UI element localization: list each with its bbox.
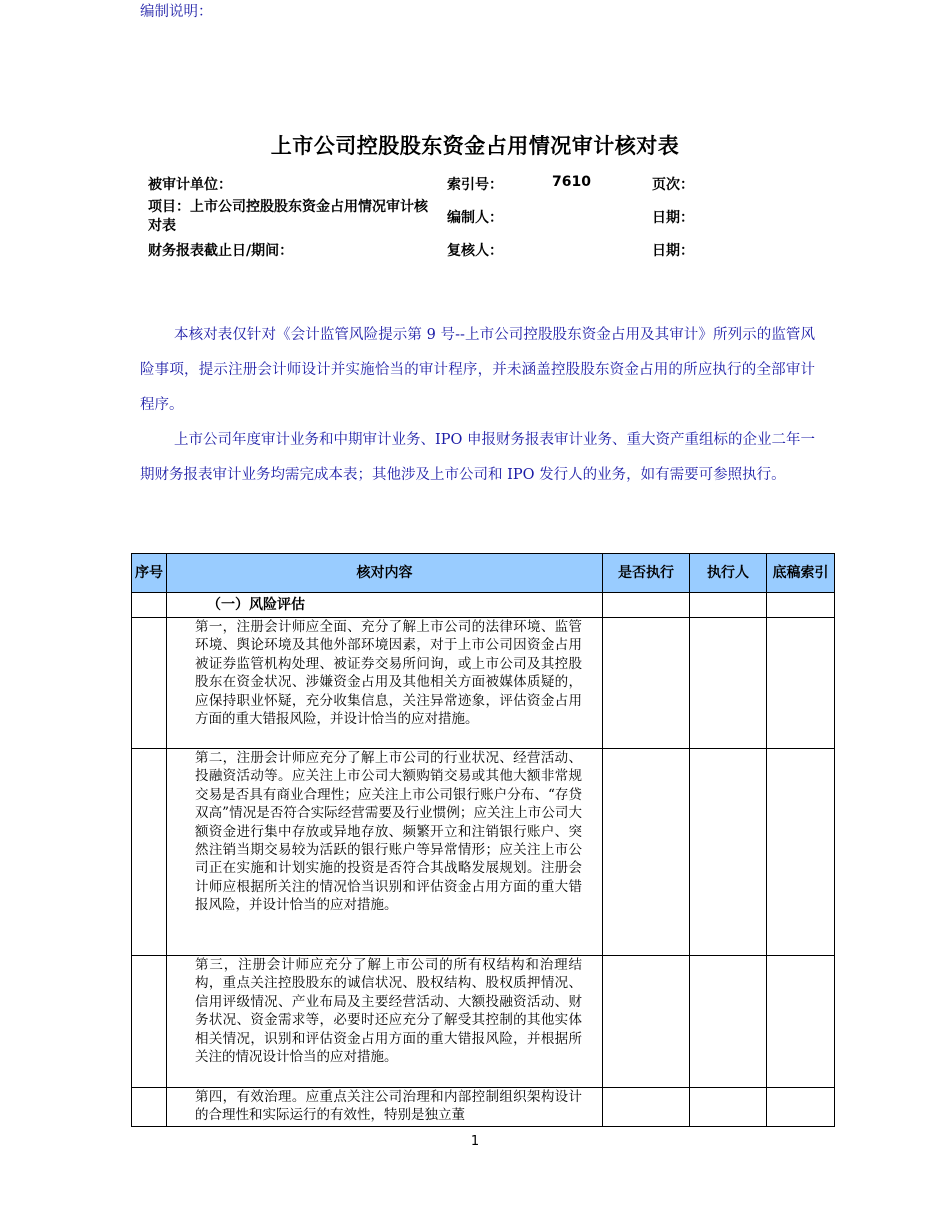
executor-cell[interactable] xyxy=(690,1088,767,1127)
notes-label: 编制说明： xyxy=(140,4,213,20)
reviewer-label: 复核人： xyxy=(447,243,503,259)
seq-cell xyxy=(132,956,167,1088)
executed-cell[interactable] xyxy=(603,956,690,1088)
table-row xyxy=(132,1088,835,1127)
notes-paragraph-2: 上市公司年度审计业务和中期审计业务、IPO 申报财务报表审计业务、重大资产重组标的企业二年一期财务报表审计业务均需完成本表；其他涉及上市公司和 IPO 发行人的业务，如有需要可参照执行。 xyxy=(140,432,815,483)
notes-paragraph-1: 本核对表仅针对《会计监管风险提示第 9 号--上市公司控股股东资金占用及其审计》所列示的监管风险事项，提示注册会计师设计并实施恰当的审计程序，并未涵盖控股股东资金占用的所应执行的全部审计程序。 xyxy=(140,327,815,413)
index-cell[interactable] xyxy=(767,749,835,956)
index-cell[interactable] xyxy=(767,956,835,1088)
index-cell[interactable] xyxy=(767,618,835,749)
page-number: 1 xyxy=(470,1134,480,1149)
preparer-label: 编制人： xyxy=(447,210,503,226)
table-row xyxy=(132,618,835,749)
executor-cell[interactable] xyxy=(690,593,767,618)
page-label: 页次： xyxy=(652,177,694,193)
seq-cell xyxy=(132,618,167,749)
document-title: 上市公司控股股东资金占用情况审计核对表 xyxy=(270,134,680,158)
col-header-content: 核对内容 xyxy=(167,554,603,593)
col-header-executor: 执行人 xyxy=(690,554,767,593)
section-title: （一）风险评估 xyxy=(167,593,603,618)
checklist-table xyxy=(131,553,835,1127)
index-label: 索引号： xyxy=(447,177,503,193)
check-item-text-clip: 第四，有效治理。应重点关注公司治理和内部控制组织架构设计的合理性和实际运行的有效性，特别是独立董 xyxy=(195,1089,582,1124)
seq-cell xyxy=(132,749,167,956)
col-header-index: 底稿索引 xyxy=(767,554,835,593)
check-item-text: 第二，注册会计师应充分了解上市公司的行业状况、经营活动、投融资活动等。应关注上市公司大额购销交易或其他大额非常规交易是否具有商业合理性；应关注上市公司银行账户分布、“存贷双高”情况是否符合实际经营需要及行业惯例；应关注上市公司大额资金进行集中存放或异地存放、频繁开立和注销银行账户、突然注销当期交易较为活跃的银行账户等异常情形；应关注上市公司正在实施和计划实施的投资是否符合其战略发展规划。注册会计师应根据所关注的情况恰当识别和评估资金占用方面的重大错报风险，并设计恰当的应对措施。 xyxy=(167,749,603,956)
check-item-text: 第三，注册会计师应充分了解上市公司的所有权结构和治理结构，重点关注控股股东的诚信状况、股权结构、股权质押情况、信用评级情况、产业布局及主要经营活动、大额投融资活动、财务状况、资金需求等，必要时还应充分了解受其控制的其他实体相关情况，识别和评估资金占用方面的重大错报风险，并根据所关注的情况设计恰当的应对措施。 xyxy=(167,956,603,1088)
table-header-row xyxy=(132,554,835,593)
index-cell[interactable] xyxy=(767,593,835,618)
project-label: 项目：上市公司控股股东资金占用情况审计核对表 xyxy=(148,199,428,234)
audited-unit-label: 被审计单位： xyxy=(148,177,232,193)
seq-cell xyxy=(132,1088,167,1127)
period-label: 财务报表截止日/期间： xyxy=(148,243,294,259)
date-label-reviewer: 日期： xyxy=(652,243,694,259)
executed-cell[interactable] xyxy=(603,618,690,749)
date-label-preparer: 日期： xyxy=(652,210,694,226)
index-value: 7610 xyxy=(552,174,591,190)
executed-cell[interactable] xyxy=(603,749,690,956)
executor-cell[interactable] xyxy=(690,749,767,956)
executed-cell[interactable] xyxy=(603,593,690,618)
col-header-executed: 是否执行 xyxy=(603,554,690,593)
check-item-text: 第一，注册会计师应全面、充分了解上市公司的法律环境、监管环境、舆论环境及其他外部环境因素，对于上市公司因资金占用被证券监管机构处理、被证券交易所问询，或上市公司及其控股股东在资金状况、涉嫌资金占用及其他相关方面被媒体质疑的，应保持职业怀疑，充分收集信息，关注异常迹象，评估资金占用方面的重大错报风险，并设计恰当的应对措施。 xyxy=(167,618,603,749)
table-row xyxy=(132,749,835,956)
col-header-seq: 序号 xyxy=(132,554,167,593)
executed-cell[interactable] xyxy=(603,1088,690,1127)
notes-block xyxy=(140,318,815,493)
index-cell[interactable] xyxy=(767,1088,835,1127)
check-item-text xyxy=(167,1088,603,1127)
section-row xyxy=(132,593,835,618)
executor-cell[interactable] xyxy=(690,956,767,1088)
seq-cell xyxy=(132,593,167,618)
executor-cell[interactable] xyxy=(690,618,767,749)
table-row xyxy=(132,956,835,1088)
